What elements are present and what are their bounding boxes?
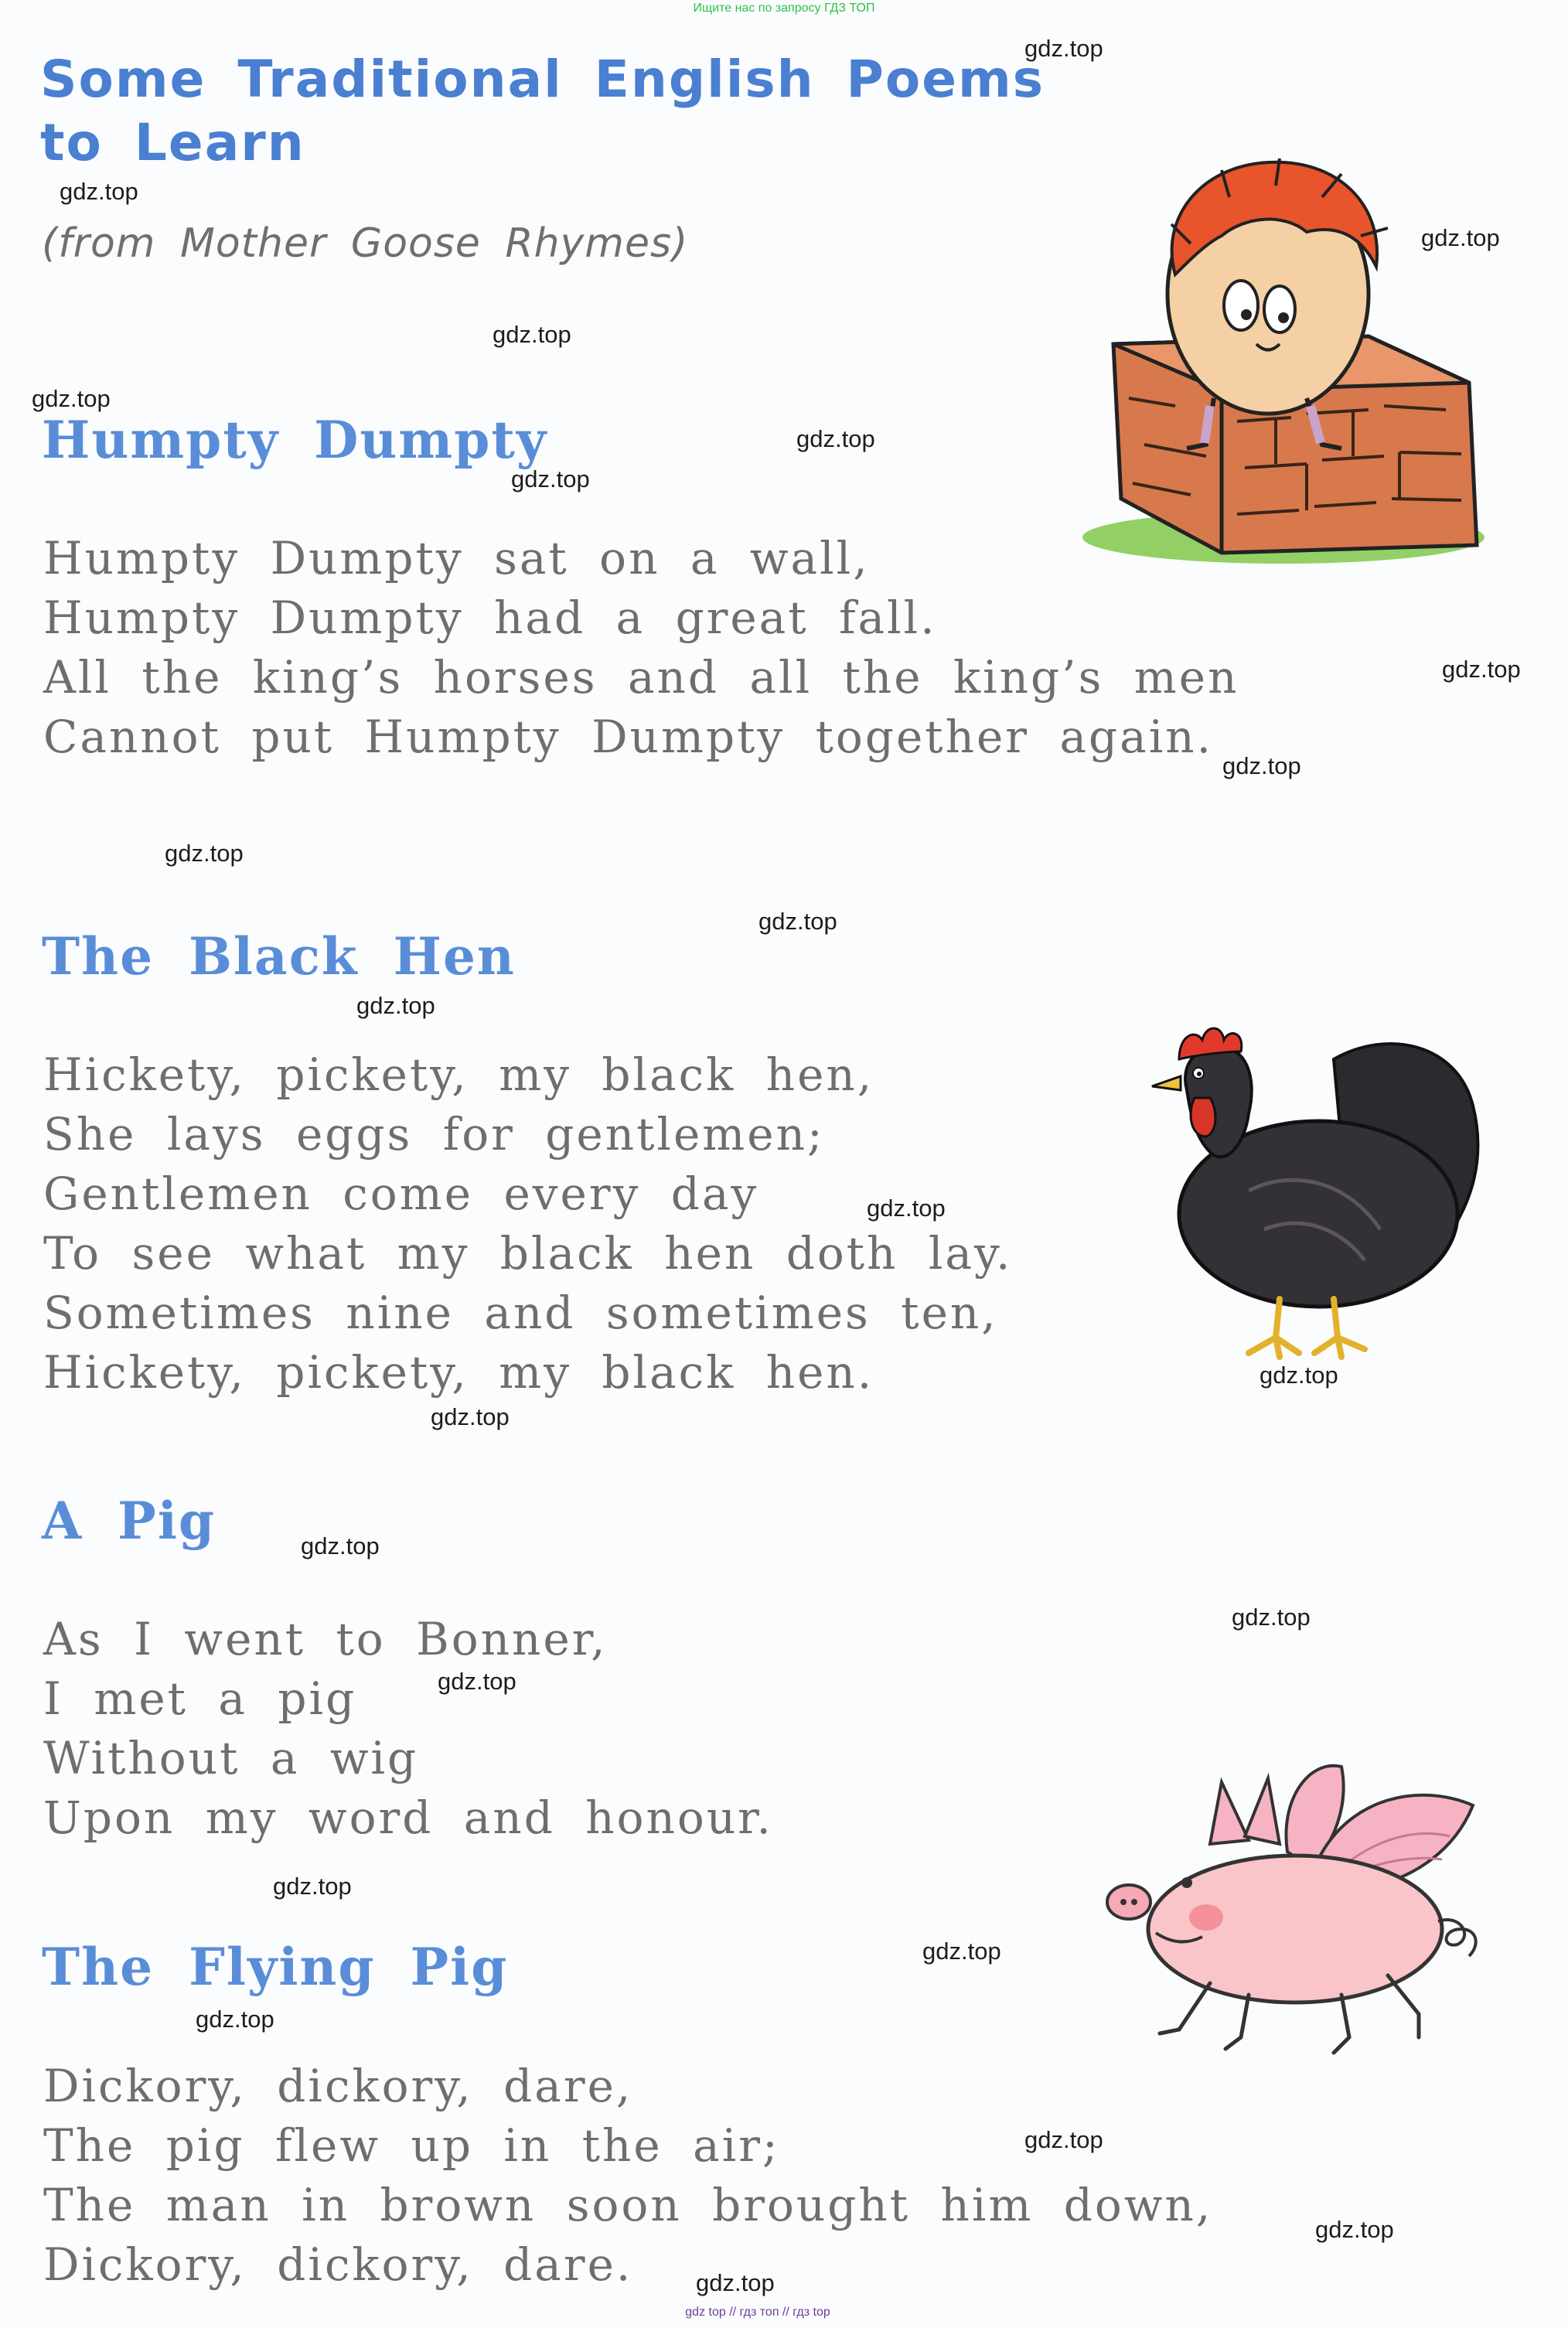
watermark[interactable]: gdz.top	[1421, 224, 1500, 251]
top-banner[interactable]: Ищите нас по запросу ГДЗ ТОП	[693, 2, 875, 15]
poem-line: Hickety, pickety, my black hen.	[43, 1346, 874, 1399]
poem-line: Humpty Dumpty sat on a wall,	[43, 532, 870, 585]
watermark[interactable]: gdz.top	[196, 2006, 274, 2033]
poem-line: Without a wig	[43, 1732, 419, 1784]
watermark[interactable]: gdz.top	[1222, 752, 1301, 779]
watermark[interactable]: gdz.top	[356, 992, 435, 1019]
watermark[interactable]: gdz.top	[1232, 1604, 1311, 1631]
watermark[interactable]: gdz.top	[493, 321, 571, 348]
watermark[interactable]: gdz.top	[1315, 2216, 1394, 2243]
page-subtitle: (from Mother Goose Rhymes)	[42, 220, 689, 267]
watermark[interactable]: gdz.top	[1024, 35, 1103, 62]
watermark[interactable]: gdz.top	[796, 425, 875, 452]
watermark[interactable]: gdz.top	[165, 840, 244, 867]
footer-banner[interactable]: gdz top // гдз топ // гдз top	[685, 2306, 830, 2319]
watermark[interactable]: gdz.top	[60, 178, 138, 205]
poem-title-a-pig: A Pig	[42, 1491, 216, 1551]
watermark[interactable]: gdz.top	[438, 1668, 516, 1695]
watermark[interactable]: gdz.top	[301, 1532, 380, 1559]
poem-line: Dickory, dickory, dare,	[43, 2060, 633, 2112]
poem-black-hen	[43, 1045, 1012, 1403]
poem-line: Sometimes nine and sometimes ten,	[43, 1287, 998, 1339]
poem-title-black-hen: The Black Hen	[42, 926, 516, 987]
watermark[interactable]: gdz.top	[511, 465, 590, 493]
page-title: Some Traditional English Poems to Learn	[40, 49, 1045, 172]
black-hen-illustration	[1133, 1013, 1488, 1361]
poem-line: Hickety, pickety, my black hen,	[43, 1048, 874, 1101]
watermark[interactable]: gdz.top	[1260, 1362, 1338, 1389]
poem-line: I met a pig	[43, 1672, 357, 1725]
watermark[interactable]: gdz.top	[1024, 2126, 1103, 2153]
humpty-dumpty-illustration	[1075, 151, 1484, 576]
poem-line: The pig flew up in the air;	[43, 2119, 780, 2172]
poem-flying-pig	[43, 2057, 1212, 2295]
poem-line: As I went to Bonner,	[43, 1613, 608, 1665]
poem-line: The man in brown soon brought him down,	[43, 2179, 1213, 2231]
poem-line: Upon my word and honour.	[43, 1791, 773, 1844]
poem-humpty-dumpty	[43, 529, 1239, 767]
poem-a-pig	[43, 1610, 773, 1848]
poem-title-flying-pig: The Flying Pig	[42, 1937, 509, 1997]
watermark[interactable]: gdz.top	[922, 1938, 1001, 1965]
watermark[interactable]: gdz.top	[273, 1873, 352, 1900]
watermark[interactable]: gdz.top	[1442, 656, 1521, 683]
poem-title-humpty-dumpty: Humpty Dumpty	[42, 410, 548, 470]
poem-line: Cannot put Humpty Dumpty together again.	[43, 711, 1214, 763]
watermark[interactable]: gdz.top	[867, 1195, 946, 1222]
poem-line: Humpty Dumpty had a great fall.	[43, 591, 937, 644]
poem-line: All the king’s horses and all the king’s men	[43, 651, 1239, 704]
flying-pig-illustration	[1094, 1751, 1488, 2060]
watermark[interactable]: gdz.top	[696, 2269, 775, 2296]
watermark[interactable]: gdz.top	[431, 1403, 510, 1430]
poem-line: She lays eggs for gentlemen;	[43, 1108, 825, 1161]
watermark[interactable]: gdz.top	[758, 908, 837, 935]
poem-line: Dickory, dickory, dare.	[43, 2238, 633, 2291]
poem-line: Gentlemen come every day	[43, 1167, 759, 1220]
poem-line: To see what my black hen doth lay.	[43, 1227, 1013, 1280]
watermark[interactable]: gdz.top	[32, 385, 111, 412]
